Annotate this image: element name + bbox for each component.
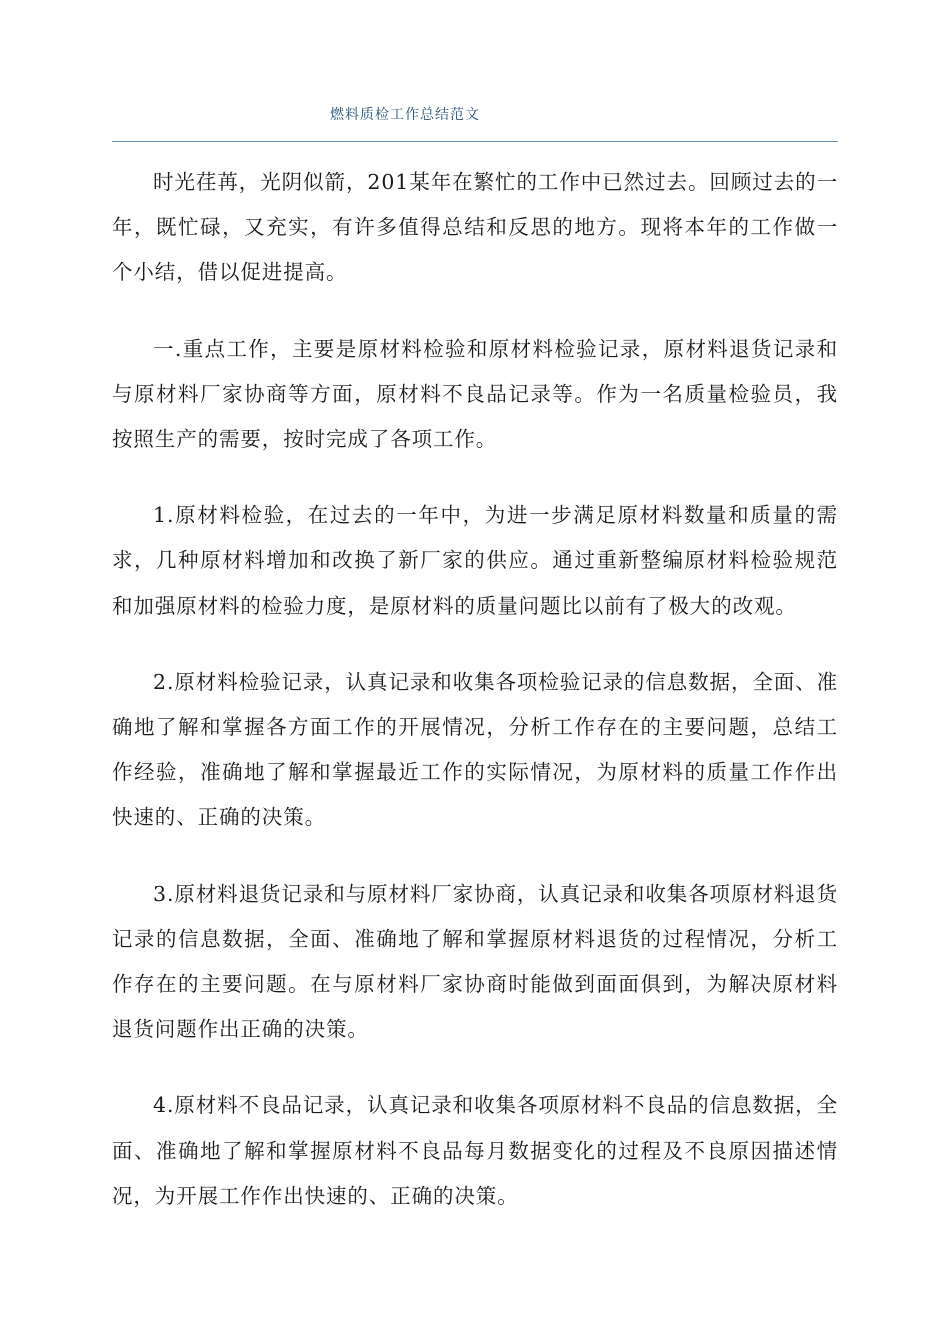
page-header	[112, 104, 838, 140]
paragraph-intro: 时光荏苒，光阴似箭，201某年在繁忙的工作中已然过去。回顾过去的一年，既忙碌，又充实，有许多值得总结和反思的地方。现将本年的工作做一个小结，借以促进提高。	[112, 170, 838, 285]
paragraph-item-4: 4.原材料不良品记录，认真记录和收集各项原材料不良品的信息数据，全面、准确地了解和掌握原材料不良品每月数据变化的过程及不良原因描述情况，为开展工作作出快速的、正确的决策。	[112, 1093, 838, 1208]
document-body	[112, 160, 838, 1219]
paragraph-item-3: 3.原材料退货记录和与原材料厂家协商，认真记录和收集各项原材料退货记录的信息数据，全面、准确地了解和掌握原材料退货的过程情况，分析工作存在的主要问题。在与原材料厂家协商时能做到面面俱到，为解决原材料退货问题作出正确的决策。	[112, 881, 838, 1042]
paragraph-item-1: 1.原材料检验，在过去的一年中，为进一步满足原材料数量和质量的需求，几种原材料增加和改换了新厂家的供应。通过重新整编原材料检验规范和加强原材料的检验力度，是原材料的质量问题比以前有了极大的改观。	[112, 503, 838, 618]
header-divider	[112, 141, 838, 142]
paragraph-key-work: 一.重点工作，主要是原材料检验和原材料检验记录，原材料退货记录和与原材料厂家协商等方面，原材料不良品记录等。作为一名质量检验员，我按照生产的需要，按时完成了各项工作。	[112, 336, 838, 452]
document-title: 燃料质检工作总结范文	[330, 107, 480, 123]
paragraph-item-2: 2.原材料检验记录，认真记录和收集各项检验记录的信息数据，全面、准确地了解和掌握各方面工作的开展情况，分析工作存在的主要问题，总结工作经验，准确地了解和掌握最近工作的实际情况，为原材料的质量工作作出快速的、正确的决策。	[112, 669, 838, 830]
